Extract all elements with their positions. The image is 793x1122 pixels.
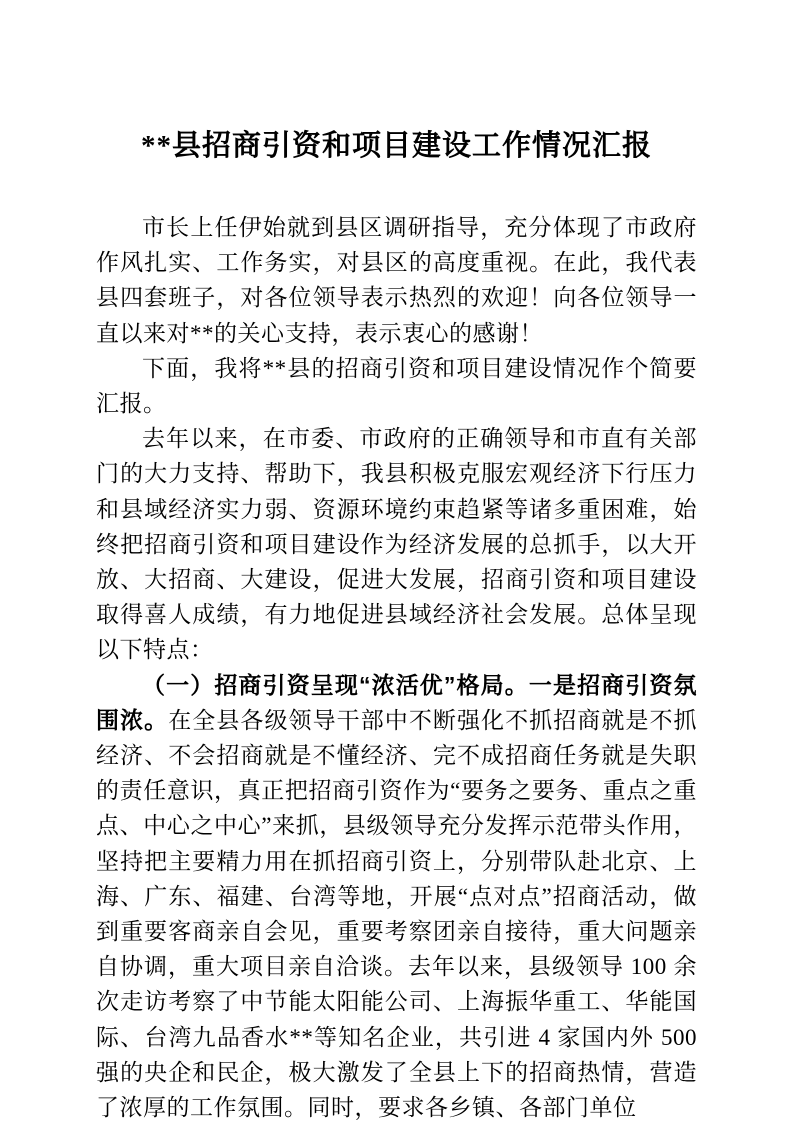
document-title: **县招商引资和项目建设工作情况汇报 — [140, 130, 652, 162]
text-run-heading-bold: （一）招商引资呈现“浓活优”格局。 — [142, 671, 529, 698]
paragraph — [96, 351, 697, 421]
paragraph — [96, 210, 697, 351]
text-run-normal: 在全县各级领导干部中不断强化不抓招商就是不抓经济、不会招商就是不懂经济、完不成招商任务就是失职的责任意识，真正把招商引资作为“要务之要务、重点之重点、中心之中心”来抓，县级领导充分发挥示范带头作用，坚持把主要精力用在抓招商引资上，分别带队赴北京、上海、广东、福建、台湾等地，开展“点对点”招商活动，做到重要客商亲自会见，重要考察团亲自接待，重大问题亲自协调，重大项目亲自洽谈。去年以来，县级领导 100 余次走访考察了中节能太阳能公司、上海振华重工、华能国际、台湾九品香水**等知名企业，共引进 4 家国内外 500 强的央企和民企，极大激发了全县上下的招商热情，营造了浓厚的工作氛围。同时，要求各乡镇、各部门单位 — [96, 707, 697, 1121]
paragraph — [96, 421, 697, 667]
text-run-normal: 下面，我将**县的招商引资和项目建设情况作个简要汇报。 — [96, 355, 697, 417]
document-body — [96, 210, 697, 1122]
text-run-kaiti-bold: 一是招商引资氛围浓。 — [96, 672, 698, 733]
text-run-normal: 市长上任伊始就到县区调研指导，充分体现了市政府作风扎实、工作务实，对县区的高度重视。在此，我代表县四套班子，对各位领导表示热烈的欢迎！向各位领导一直以来对**的关心支持，表示衷心的感谢！ — [96, 215, 697, 346]
paragraph — [96, 668, 697, 1122]
text-run-normal: 去年以来，在市委、市政府的正确领导和市直有关部门的大力支持、帮助下，我县积极克服宏观经济下行压力和县域经济实力弱、资源环境约束趋紧等诸多重困难，始终把招商引资和项目建设作为经济发展的总抓手，以大开放、大招商、大建设，促进大发展，招商引资和项目建设取得喜人成绩，有力地促进县域经济社会发展。总体呈现以下特点： — [96, 426, 697, 663]
